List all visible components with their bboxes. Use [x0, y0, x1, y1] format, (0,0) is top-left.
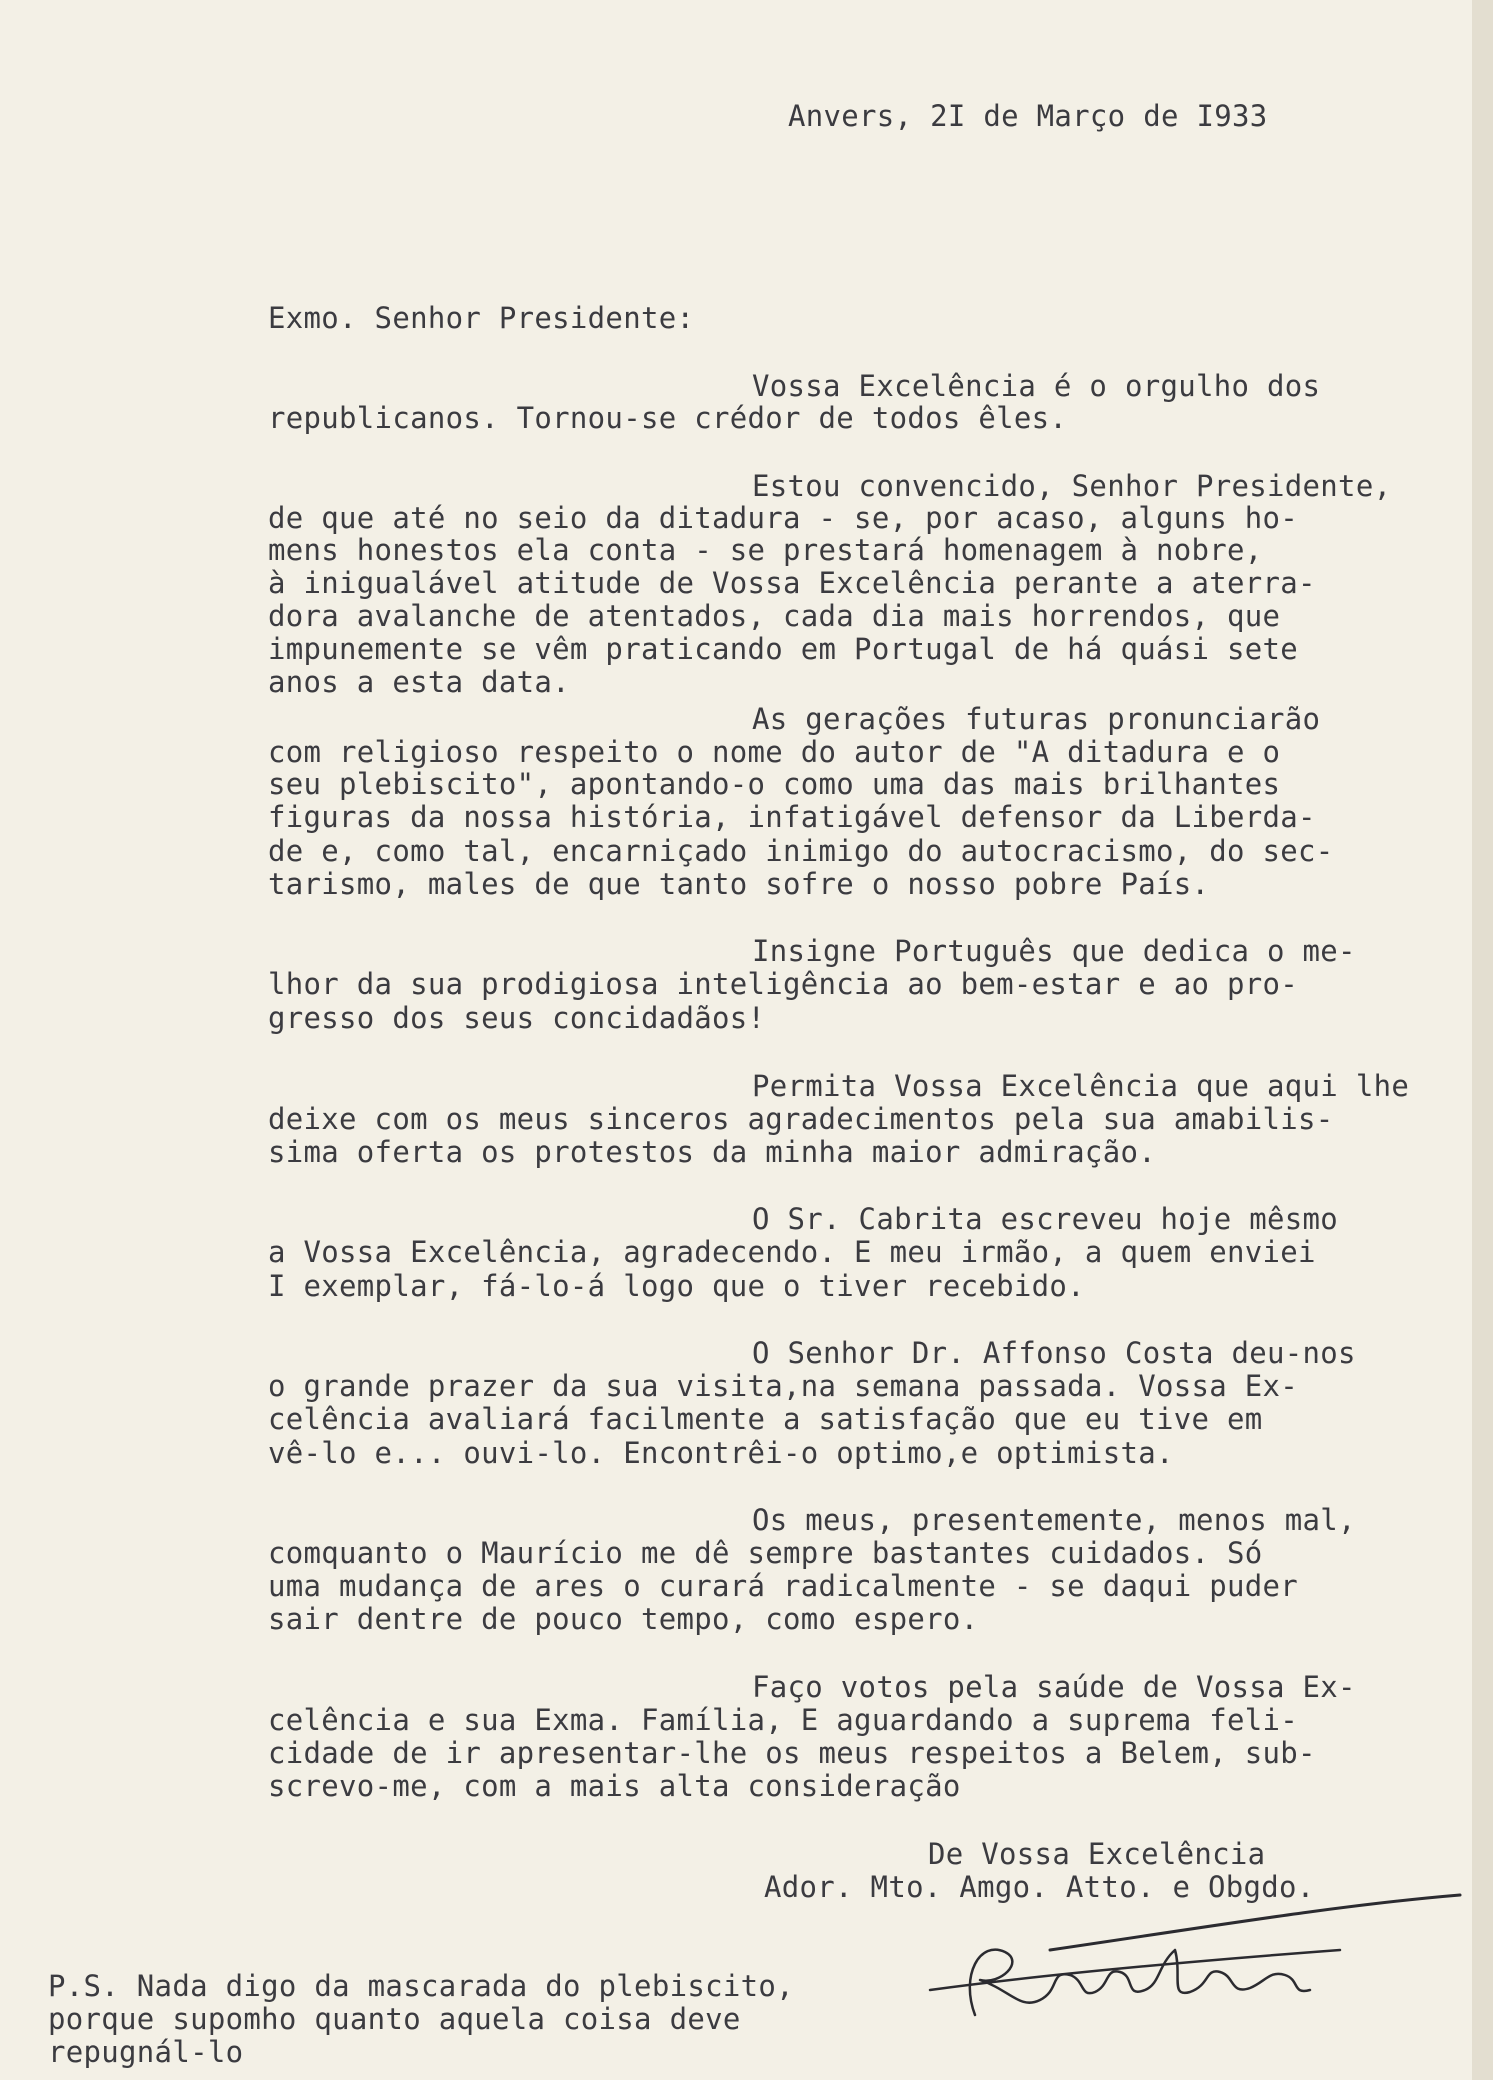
letter-line: deixe com os meus sinceros agradecimentos pela sua amabilis- — [268, 1102, 1334, 1136]
letter-closing: Ador. Mto. Amgo. Atto. e Obgdo. — [764, 1870, 1315, 1904]
letter-line: gresso dos seus concidadãos! — [268, 1001, 766, 1035]
letter-line: uma mudança de ares o curará radicalmente - se daqui puder — [268, 1569, 1299, 1603]
signature — [920, 1880, 1480, 2030]
letter-line: com religioso respeito o nome do autor de "A ditadura e o — [268, 735, 1281, 769]
letter-line: sima oferta os protestos da minha maior admiração. — [268, 1135, 1156, 1169]
letter-line: Estou convencido, Senhor Presidente, — [752, 469, 1392, 503]
letter-closing: De Vossa Excelência — [928, 1837, 1266, 1871]
letter-line: I exemplar, fá-lo-á logo que o tiver recebido. — [268, 1269, 1085, 1303]
letter-line: Permita Vossa Excelência que aqui lhe — [752, 1069, 1410, 1103]
letter-line: seu plebiscito", apontando-o como uma das mais brilhantes — [268, 767, 1281, 801]
letter-line: à inigualável atitude de Vossa Excelência perante a aterra- — [268, 566, 1316, 600]
letter-line: sair dentre de pouco tempo, como espero. — [268, 1602, 979, 1636]
letter-line: impunemente se vêm praticando em Portugal de há quási sete — [268, 632, 1299, 666]
paper-edge — [1472, 0, 1493, 2080]
letter-salutation: Exmo. Senhor Presidente: — [268, 301, 695, 335]
letter-line: celência avaliará facilmente a satisfação que eu tive em — [268, 1402, 1263, 1436]
letter-line: As gerações futuras pronunciarão — [752, 702, 1321, 736]
letter-line: anos a esta data. — [268, 665, 570, 699]
letter-line: Os meus, presentemente, menos mal, — [752, 1503, 1356, 1537]
postscript-line: porque supomho quanto aquela coisa deve — [48, 2002, 741, 2036]
letter-line: screvo-me, com a mais alta consideração — [268, 1769, 961, 1803]
letter-line: figuras da nossa história, infatigável defensor da Liberda- — [268, 800, 1316, 834]
letter-line: mens honestos ela conta - se prestará homenagem à nobre, — [268, 533, 1263, 567]
letter-line: celência e sua Exma. Família, E aguardando a suprema feli- — [268, 1703, 1299, 1737]
letter-date: Anvers, 2I de Março de I933 — [788, 99, 1268, 133]
letter-line: lhor da sua prodigiosa inteligência ao bem-estar e ao pro- — [268, 967, 1299, 1001]
letter-line: cidade de ir apresentar-lhe os meus respeitos a Belem, sub- — [268, 1736, 1316, 1770]
letter-line: O Senhor Dr. Affonso Costa deu-nos — [752, 1336, 1356, 1370]
letter-line: a Vossa Excelência, agradecendo. E meu irmão, a quem enviei — [268, 1235, 1316, 1269]
letter-line: vê-lo e... ouvi-lo. Encontrêi-o optimo,e optimista. — [268, 1436, 1174, 1470]
letter-line: comquanto o Maurício me dê sempre bastantes cuidados. Só — [268, 1536, 1263, 1570]
letter-line: o grande prazer da sua visita,na semana passada. Vossa Ex- — [268, 1369, 1299, 1403]
letter-line: de que até no seio da ditadura - se, por acaso, alguns ho- — [268, 501, 1299, 535]
letter-line: de e, como tal, encarniçado inimigo do autocracismo, do sec- — [268, 834, 1334, 868]
postscript-line: repugnál-lo — [48, 2035, 244, 2069]
letter-line: tarismo, males de que tanto sofre o nosso pobre País. — [268, 867, 1210, 901]
letter-line: Vossa Excelência é o orgulho dos — [752, 369, 1321, 403]
letter-line: dora avalanche de atentados, cada dia mais horrendos, que — [268, 599, 1281, 633]
letter-line: republicanos. Tornou-se crédor de todos êles. — [268, 401, 1068, 435]
letter-line: Insigne Português que dedica o me- — [752, 934, 1356, 968]
letter-line: Faço votos pela saúde de Vossa Ex- — [752, 1670, 1356, 1704]
letter-line: O Sr. Cabrita escreveu hoje mêsmo — [752, 1202, 1339, 1236]
postscript-line: P.S. Nada digo da mascarada do plebiscito, — [48, 1969, 794, 2003]
